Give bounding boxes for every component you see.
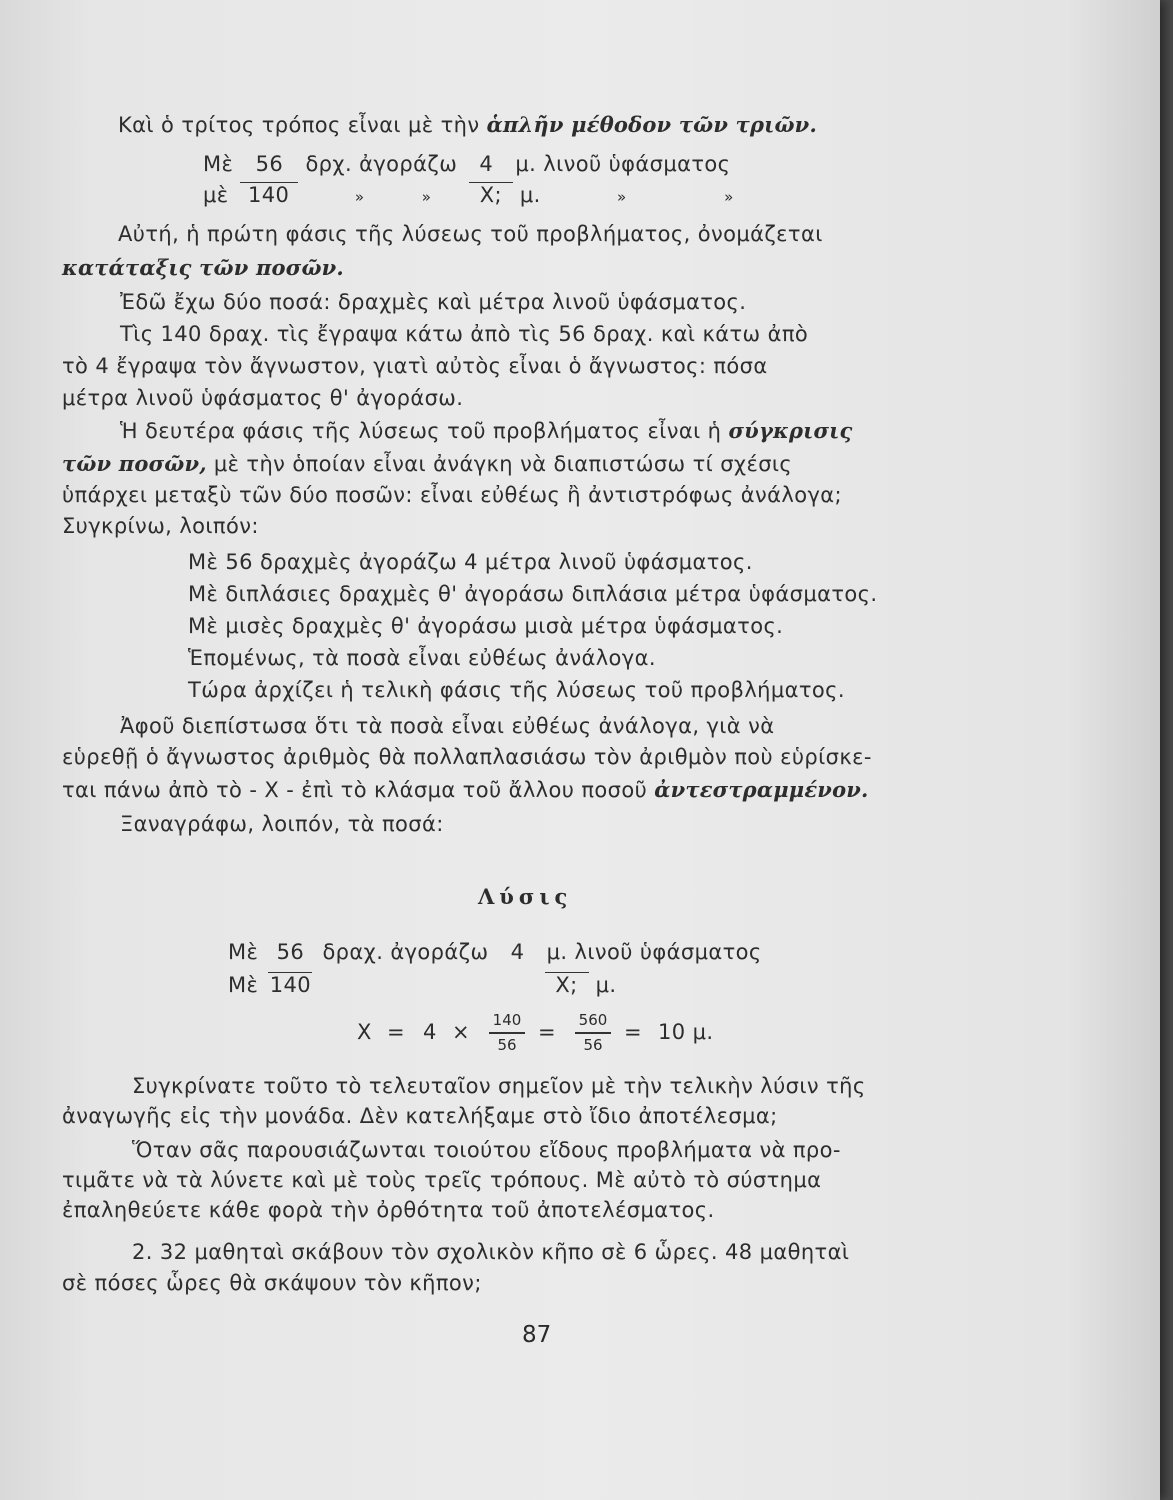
paragraph-6: Ξαναγράφω, λοιπόν, τὰ ποσά: — [120, 812, 444, 836]
p5c-text: ται πάνω ἀπὸ τὸ - Χ - ἐπὶ τὸ κλάσμα τοῦ ἄλλου ποσοῦ — [62, 778, 655, 802]
paragraph-5a: Ἀφοῦ διεπίστωσα ὅτι τὰ ποσὰ εἶναι εὐθέως ἀνάλογα, γιὰ νὰ — [120, 714, 775, 738]
paragraph-4c: ὑπάρχει μεταξὺ τῶν δύο ποσῶν: εἶναι εὐθέως ἢ ἀντιστρόφως ἀνάλογα; — [62, 483, 843, 507]
paragraph-3a: Τὶς 140 δραχ. τὶς ἔγραψα κάτω ἀπὸ τὶς 56 δραχ. καὶ κάτω ἀπὸ — [120, 322, 809, 346]
problem-2a: 2. 32 μαθηταὶ σκάβουν τὸν σχολικὸν κῆπο σὲ 6 ὧρες. 48 μαθηταὶ — [132, 1240, 850, 1264]
p4b-text: μὲ τὴν ὁποίαν εἶναι ἀνάγκη νὰ διαπιστώσω τί σχέσις — [206, 452, 793, 476]
p4a-text: Ἡ δευτέρα φάσις τῆς λύσεως τοῦ προβλήματος εἶναι ἡ — [120, 419, 729, 443]
eq-denominator-2: 56 — [583, 1036, 603, 1054]
eq-four: 4 — [423, 1020, 437, 1044]
row2-quote4: » — [724, 188, 734, 206]
eq-fraction-bar-2 — [575, 1032, 611, 1034]
paragraph-7a: Συγκρίνατε τοῦτο τὸ τελευταῖον σημεῖον μὲ τὴν τελικὴν λύσιν τῆς — [132, 1074, 866, 1098]
solution-row-2 — [228, 972, 616, 997]
s2-num: 140 — [269, 973, 311, 997]
comparison-5: Τώρα ἀρχίζει ἡ τελικὴ φάσις τῆς λύσεως τοῦ προβλήματος. — [188, 678, 845, 702]
paragraph-8c: ἐπαληθεύετε κάθε φορὰ τὴν ὀρθότητα τοῦ ἀποτελέσματος. — [62, 1198, 715, 1222]
arrangement-row-2 — [203, 182, 734, 207]
paragraph-1: Αὐτή, ἡ πρώτη φάσις τῆς λύσεως τοῦ προβλήματος, ὀνομάζεται — [118, 222, 823, 246]
paragraph-3b: τὸ 4 ἔγραψα τὸν ἄγνωστον, γιατὶ αὐτὸς εἶναι ὁ ἄγνωστος: πόσα — [62, 354, 768, 378]
p4a-bold: σύγκρισις — [728, 418, 853, 443]
s2-me: Μὲ — [228, 973, 259, 997]
comparison-1: Μὲ 56 δραχμὲς ἀγοράζω 4 μέτρα λινοῦ ὑφάσματος. — [188, 550, 753, 574]
row2-quote1: » — [354, 188, 365, 206]
eq-times: × — [452, 1020, 470, 1044]
page-number: 87 — [522, 1322, 552, 1348]
paragraph-3c: μέτρα λινοῦ ὑφάσματος θ' ἀγοράσω. — [62, 386, 464, 410]
solution-heading: Λύσις — [478, 884, 573, 909]
eq-numerator-2: 560 — [578, 1011, 608, 1029]
eq-denominator-1: 56 — [497, 1036, 517, 1054]
paragraph-2: Ἐδῶ ἔχω δύο ποσά: δραχμὲς καὶ μέτρα λινοῦ ὑφάσματος. — [120, 290, 747, 314]
paragraph-1-bold: κατάταξις τῶν ποσῶν. — [62, 255, 344, 280]
row2-me: μὲ — [203, 183, 229, 207]
row1-val: 4 — [479, 152, 494, 176]
s1-rest: δραχ. ἀγοράζω — [322, 940, 489, 964]
eq-equals-2: = — [538, 1020, 556, 1044]
paragraph-7b: ἀναγωγῆς εἰς τὴν μονάδα. Δὲν κατελήξαμε στὸ ἴδιο ἀποτέλεσμα; — [62, 1104, 778, 1128]
comparison-3: Μὲ μισὲς δραχμὲς θ' ἀγοράσω μισὰ μέτρα ὑφάσματος. — [188, 614, 784, 638]
row1-unit: μ. λινοῦ ὑφάσματος — [515, 152, 731, 176]
row2-unit: μ. — [519, 183, 541, 207]
intro-line — [118, 112, 817, 137]
row1-num: 56 — [255, 152, 284, 176]
s2-unit: μ. — [595, 973, 617, 997]
comparison-4: Ἑπομένως, τὰ ποσὰ εἶναι εὐθέως ἀνάλογα. — [188, 646, 656, 670]
paragraph-5c — [62, 777, 869, 802]
p4b-bold: τῶν ποσῶν, — [62, 451, 207, 476]
paragraph-4b — [62, 451, 792, 476]
s1-unit: μ. λινοῦ ὑφάσματος — [546, 940, 762, 964]
intro-bold: ἁπλῆν μέθοδον τῶν τριῶν. — [486, 112, 817, 137]
eq-equals-3: = — [624, 1020, 642, 1044]
s2-x: Χ; — [545, 972, 589, 997]
eq-equals-1: = — [387, 1020, 405, 1044]
paragraph-5b: εὑρεθῇ ὁ ἄγνωστος ἀριθμὸς θὰ πολλαπλασιάσω τὸν ἀριθμὸν ποὺ εὑρίσκε- — [62, 745, 872, 769]
s1-val: 4 — [510, 940, 525, 964]
paragraph-8a: Ὅταν σᾶς παρουσιάζωνται τοιούτου εἴδους προβλήματα νὰ προ- — [132, 1138, 841, 1162]
intro-text: Καὶ ὁ τρίτος τρόπος εἶναι μὲ τὴν — [118, 113, 487, 137]
paragraph-4a — [120, 418, 853, 443]
paragraph-8b: τιμᾶτε νὰ τὰ λύνετε καὶ μὲ τοὺς τρεῖς τρόπους. Μὲ αὐτὸ τὸ σύστημα — [62, 1168, 822, 1192]
solution-row-1 — [228, 940, 762, 964]
p5c-bold: ἀντεστραμμένον. — [654, 777, 869, 802]
s1-me: Μὲ — [228, 940, 259, 964]
row2-quote3: » — [616, 188, 627, 206]
row2-x: Χ; — [469, 182, 513, 207]
arrangement-row-1 — [203, 152, 730, 176]
row2-num: 140 — [240, 182, 298, 207]
row1-rest: δρχ. ἀγοράζω — [305, 152, 458, 176]
row1-me: Μὲ — [203, 152, 234, 176]
eq-x: Χ — [357, 1020, 372, 1044]
problem-2b: σὲ πόσες ὧρες θὰ σκάψουν τὸν κῆπον; — [62, 1271, 482, 1295]
comparison-2: Μὲ διπλάσιες δραχμὲς θ' ἀγοράσω διπλάσια μέτρα ὑφάσματος. — [188, 582, 878, 606]
row2-quote2: » — [421, 188, 432, 206]
eq-fraction-bar-1 — [489, 1032, 525, 1034]
s1-num: 56 — [276, 940, 305, 964]
eq-result: 10 μ. — [658, 1020, 714, 1044]
eq-numerator-1: 140 — [492, 1011, 522, 1029]
paragraph-4d: Συγκρίνω, λοιπόν: — [62, 514, 259, 538]
